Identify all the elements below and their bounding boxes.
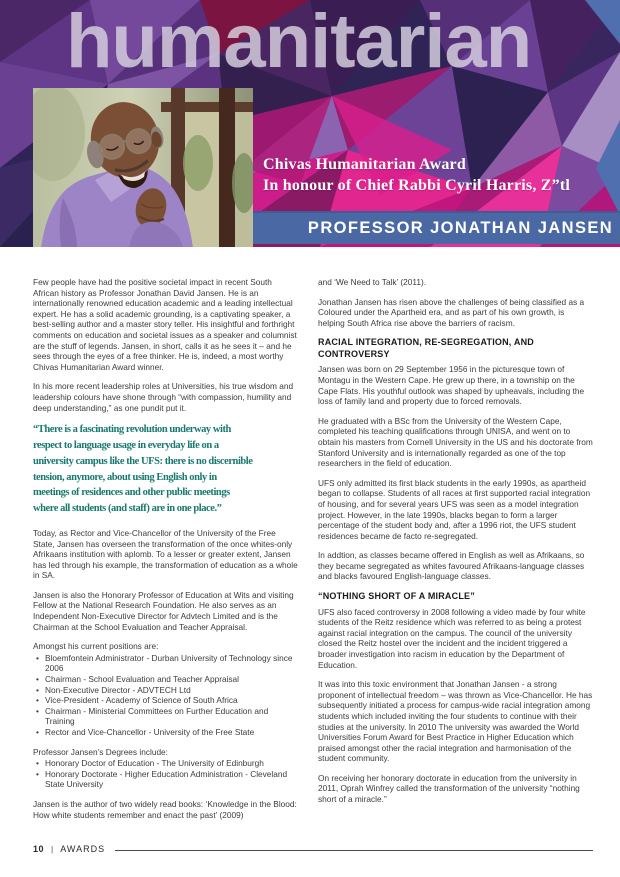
award-title-line1: Chivas Humanitarian Award [263,156,466,173]
position-item: • Chairman - School Evaluation and Teacher Appraisal [33,674,298,685]
header-hero [0,0,620,247]
name-banner [253,211,620,244]
paragraph-controversy: UFS also faced controversy in 2008 following a video made by four white students of the Reitz residence which was referred to as being a protest against racial integration on the campus. The council of the university closed the Reitz hostel over the incident and the incident triggered a broader investigation into racism in education by the Department of Education. [318,606,586,670]
position-item: • Rector and Vice-Chancellor - University of the Free State [33,727,298,738]
degrees-list [33,758,298,790]
pull-quote-line: “There is a fascinating revolution underway with [33,424,231,436]
banner-text: PROFESSOR JONATHAN JANSEN [307,219,614,237]
article-body [0,247,620,829]
section-label: AWARDS [60,844,106,854]
paragraph-honorary: Jansen is also the Honorary Professor of Education at Wits and visiting Fellow at the National Research Foundation. He also serves as an Independent Non-Executive Director for Advtech Limited and is the Chairman at the School Evaluation and Teacher Appraisal. [33,589,294,632]
position-item: • Vice-President - Academy of Science of South Africa [33,695,298,706]
page-footer [33,844,593,854]
positions-intro: Amongst his current positions are: [33,641,159,652]
award-title [263,154,570,196]
portrait-photo [33,88,253,247]
footer-rule [115,850,593,851]
paragraph-risen: Jonathan Jansen has risen above the challenges of being classified as a Coloured under the Apartheid era, and as part of his own growth, is helping South Africa rise above the barriers of racism. [318,296,585,328]
paragraph-rector: Today, as Rector and Vice-Chancellor of the University of the Free State, Jansen has overseen the transformation of the once whites-only Afrikaans institution with aplomb. To a lesser or greater extent, Jansen has led through his example, the transformation of education as a whole in SA. [33,527,298,581]
paragraph-born: Jansen was born on 29 September 1956 in the picturesque town of Montagu in the Western Cape. He grew up there, in a township on the Cape Flats. His youthful outlook was shaped by upheavals, including the loss of family land and property due to forced removals. [318,364,585,407]
footer-separator: | [51,844,54,854]
pull-quote-line: where all students (and staff) are in one place.” [33,503,222,515]
pull-quote-line: respect to language usage in everyday life on a [33,439,219,451]
position-item: • Non-Executive Director - ADVTECH Ltd [33,685,298,696]
watermark-text: humanitarian [66,0,532,84]
position-item: • Chairman - Ministerial Committees on Further Education and Training [33,706,298,727]
paragraph-books-cont: and ‘We Need to Talk’ (2011). [318,277,427,287]
positions-list [33,653,298,738]
paragraph-ufs-admitted: UFS only admitted its first black students in the early 1990s, as apartheid began to collapse. Students of all races at first supported racial integration of housing, and for several years UFS was seen as a model integration project. However, in the late 1990s, blacks began to form a larger percentage of the student body and, after a 1996 riot, the UFS student residences became de facto re-segregated. [318,477,591,541]
left-column [33,277,298,829]
degree-item: • Honorary Doctor of Education - The University of Edinburgh [33,758,298,769]
award-title-line2: In honour of Chief Rabbi Cyril Harris, Z”tl [263,177,570,194]
degrees-intro: Professor Jansen’s Degrees include: [33,746,168,757]
page-number: 10 [33,844,45,854]
pull-quote [33,422,298,517]
paragraph-leadership: In his more recent leadership roles at Universities, his true wisdom and leadership colours have shone through “with compassion, humility and deep understanding,” as one pundit put it. [33,381,294,413]
paragraph-classes: In addtion, as classes became offered in English as well as Afrikaans, so they became segregated as whites favoured Afrikaans-language classes and blacks favoured English-language classes. [318,550,585,582]
section-heading-racial-integration: RACIAL INTEGRATION, RE-SEGREGATION, AND CONTROVERSY [318,337,534,359]
paragraph-toxic-environment: It was into this toxic environment that Jonathan Jansen - a strong proponent of intellectual freedom – was thrown as Vice-Chancellor. He has subsequently initiated a process for campus-wide racial integration among students which included inviting the four students to continue with their studies at the university. In 2010 The university was awarded the World Universities Forum Award for Best Practice in Higher Education which praised amongst other the racial integration and harmonisation of the student community. [318,679,593,764]
paragraph-intro: Few people have had the positive societal impact in recent South African history as Professor Jonathan David Jansen. He is an internationally renowned education academic and a leading intellectual expert. He has a solid academic grounding, is a captivating speaker, a best-selling author and a master story teller. His insightful and forthright comments on education and societal issues as a speaker and columnist are the stuff of legends. Jansen, in short, calls it as he sees it – and he sees through the eyes of a free thinker. He is, indeed, a most worthy Chivas Humanitarian Award winner. [33,277,297,372]
paragraph-books: Jansen is the author of two widely read books: ‘Knowledge in the Blood: How white students remember and enact the past’ (2009) [33,798,297,820]
paragraph-oprah: On receiving her honorary doctorate in education from the university in 2011, Oprah Winfrey called the transformation of the university “nothing short of a miracle.” [318,772,580,805]
pull-quote-line: meetings of residences and other public meetings [33,487,230,499]
paragraph-graduated: He graduated with a BSc from the University of the Western Cape, completed his teaching qualifications through UNISA, and went on to obtain his masters from Cornell University in the US and his doctorate from Stanford University and is internationally regarded as one of the top researchers in the field of education. [318,415,593,469]
pull-quote-line: university campus like the UFS: there is no discernible [33,455,253,467]
degree-item: • Honorary Doctorate - Higher Education Administration - Cleveland State University [33,769,298,790]
section-heading-miracle: “NOTHING SHORT OF A MIRACLE” [318,591,475,602]
position-item: • Bloemfontein Administrator - Durban University of Technology since 2006 [33,653,298,674]
pull-quote-line: tension, anymore, about using English only in [33,471,217,483]
right-column [318,277,593,829]
